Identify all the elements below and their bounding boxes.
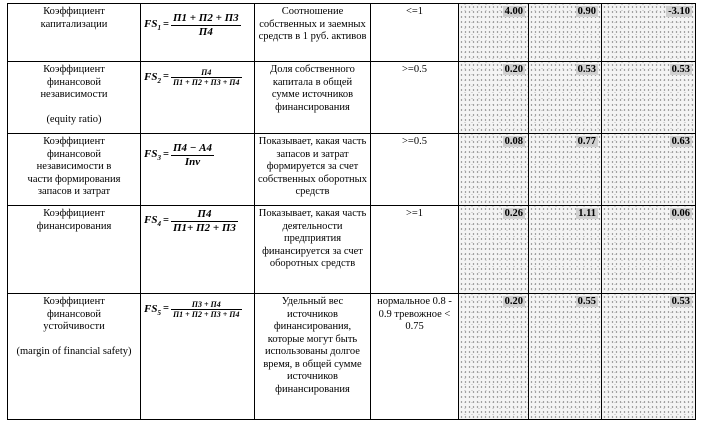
ratio-name-line: финансирования	[36, 220, 112, 232]
ratio-formula-cell	[141, 206, 255, 294]
ratio-name-cell	[8, 4, 141, 62]
formula-numerator: П4	[171, 208, 238, 222]
formula-symbol: $FS_5$	[144, 302, 161, 318]
ratio-description: Показывает, какая часть запасов и затрат формируется за счет собственных оборотных средств	[255, 134, 371, 206]
ratio-value: 0.08	[459, 134, 529, 206]
formula-denominator: П1 + П2 + П3 + П4	[172, 310, 240, 319]
ratio-name-line: независимости в	[36, 161, 112, 172]
ratio-value: 0.77	[529, 134, 602, 206]
formula-numerator: П3 + П4	[171, 300, 242, 310]
ratio-name-line: запасов и затрат	[37, 186, 111, 197]
formula-equals: =	[162, 148, 169, 160]
formula-equals: =	[162, 303, 169, 315]
ratio-name-line: Коэффициент	[43, 208, 105, 219]
ratio-value: 0.53	[602, 62, 696, 134]
ratio-norm: >=0.5	[371, 134, 459, 206]
formula-numerator: П1 + П2 + П3	[172, 12, 239, 24]
ratio-value: -3.10	[602, 4, 696, 62]
ratio-description: Доля собственного капитала в общей сумме источников финансирования	[255, 62, 371, 134]
formula-denominator: П4	[198, 25, 213, 38]
ratio-formula-cell	[141, 4, 255, 62]
ratio-name-note: (equity ratio)	[46, 113, 102, 125]
formula-fraction	[171, 68, 242, 87]
formula-denominator: П1 + П2 + П3 + П4	[172, 78, 240, 87]
ratio-norm: <=1	[371, 4, 459, 62]
ratio-value: 0.26	[459, 206, 529, 294]
ratio-value: 0.53	[602, 294, 696, 420]
formula-symbol: $FS_3$	[144, 148, 161, 163]
formula-fraction	[171, 300, 242, 319]
ratio-value: 0.55	[529, 294, 602, 420]
table-row	[8, 134, 696, 206]
ratio-name-cell	[8, 134, 141, 206]
formula-symbol: $FS_2$	[144, 70, 161, 86]
table-row	[8, 206, 696, 294]
ratio-value: 0.63	[602, 134, 696, 206]
ratio-name-line: части формирования	[27, 173, 121, 185]
table-row	[8, 62, 696, 134]
ratio-value: 0.06	[602, 206, 696, 294]
formula-denominator: Inv	[184, 155, 201, 168]
ratio-description: Соотношение собственных и заемных средств в 1 руб. активов	[255, 4, 371, 62]
ratio-name-line: Коэффициент	[43, 64, 105, 75]
formula-equals: =	[162, 214, 169, 226]
formula-symbol: $FS_1$	[144, 18, 161, 33]
ratio-name-line: Коэффициент	[43, 136, 105, 147]
ratio-formula-cell	[141, 134, 255, 206]
formula-fraction	[171, 12, 241, 38]
formula-equals: =	[162, 71, 169, 83]
ratio-name-line: финансовой	[47, 76, 101, 88]
ratio-description: Показывает, какая часть деятельности предприятия финансируется за счет оборотных средств	[255, 206, 371, 294]
ratio-name-cell	[8, 294, 141, 420]
ratio-norm: >=1	[371, 206, 459, 294]
ratio-value: 0.90	[529, 4, 602, 62]
table-row	[8, 4, 696, 62]
ratio-norm: >=0.5	[371, 62, 459, 134]
ratio-name-line: устойчивости	[43, 321, 105, 332]
table-row	[8, 294, 696, 420]
financial-ratios-table	[7, 3, 696, 420]
ratio-description: Удельный вес источников финансирования, которые могут быть использованы долгое время, в общей сумме источников финансирования	[255, 294, 371, 420]
ratio-norm: нормальное 0.8 - 0.9 тревожное < 0.75	[371, 294, 459, 420]
ratio-name-line: финансовой	[47, 308, 101, 320]
formula-numerator: П4 − А4	[172, 142, 213, 154]
ratio-name-line: Коэффициент	[43, 296, 105, 307]
ratio-value: 0.53	[529, 62, 602, 134]
ratio-value: 0.20	[459, 294, 529, 420]
formula-fraction	[171, 142, 214, 168]
ratio-name-note: (margin of financial safety)	[16, 345, 132, 357]
ratio-name-line: капитализации	[40, 18, 108, 30]
ratio-value: 1.11	[529, 206, 602, 294]
ratio-name-line: Коэффициент	[43, 6, 105, 17]
ratio-value: 4.00	[459, 4, 529, 62]
formula-symbol: $FS_4$	[144, 214, 161, 229]
formula-numerator: П4	[171, 68, 242, 78]
ratio-name-cell	[8, 206, 141, 294]
ratio-name-line: независимости	[40, 89, 108, 100]
ratio-formula-cell	[141, 62, 255, 134]
ratio-name-line: финансовой	[47, 148, 101, 160]
ratio-name-cell	[8, 62, 141, 134]
formula-fraction	[171, 208, 238, 234]
ratio-formula-cell	[141, 294, 255, 420]
formula-denominator: П1+ П2 + П3	[172, 221, 236, 234]
formula-equals: =	[162, 18, 169, 30]
ratio-value: 0.20	[459, 62, 529, 134]
